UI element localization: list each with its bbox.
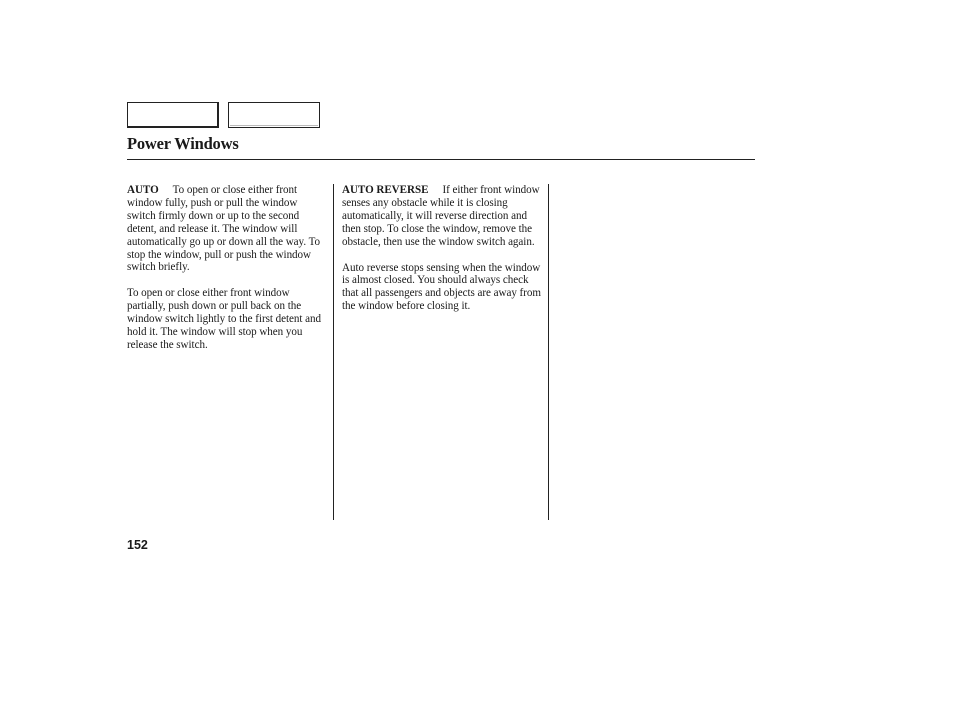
section-nav-button-right[interactable]: [228, 102, 320, 128]
paragraph-partial: [127, 287, 327, 352]
column-divider-1: [333, 184, 334, 520]
page-title: Power Windows: [127, 134, 239, 153]
paragraph-lead-auto: AUTO: [127, 184, 159, 196]
title-divider: [127, 159, 755, 160]
text-column-1: [127, 184, 327, 365]
paragraph-lead-auto-reverse: AUTO REVERSE: [342, 184, 429, 196]
section-nav-button-left[interactable]: [127, 102, 219, 128]
paragraph-text-auto-reverse-note: Auto reverse stops sensing when the window is almost closed. You should always check that all passengers and objects are away from the window before closing it.: [342, 261, 541, 313]
paragraph-auto-reverse-note: [342, 262, 542, 314]
paragraph-text-partial: To open or close either front window partially, push down or pull back on the window switch lightly to the first detent and hold it. The window will stop when you release the switch.: [127, 287, 322, 351]
paragraph-text-auto: To open or close either front window fully, push or pull the window switch firmly down or up to the second detent, and release it. The window will automatically go up or down all the way. To stop the window, pull or push the window switch briefly.: [127, 184, 321, 274]
page-number: 152: [127, 538, 148, 552]
paragraph-auto: [127, 184, 327, 274]
paragraph-text-auto-reverse: If either front window senses any obstacle while it is closing automatically, it will reverse direction and then stop. To close the window, remove the obstacle, then use the window switch again.: [342, 184, 540, 248]
text-column-2: [342, 184, 542, 326]
column-divider-2: [548, 184, 549, 520]
paragraph-auto-reverse: [342, 184, 542, 249]
